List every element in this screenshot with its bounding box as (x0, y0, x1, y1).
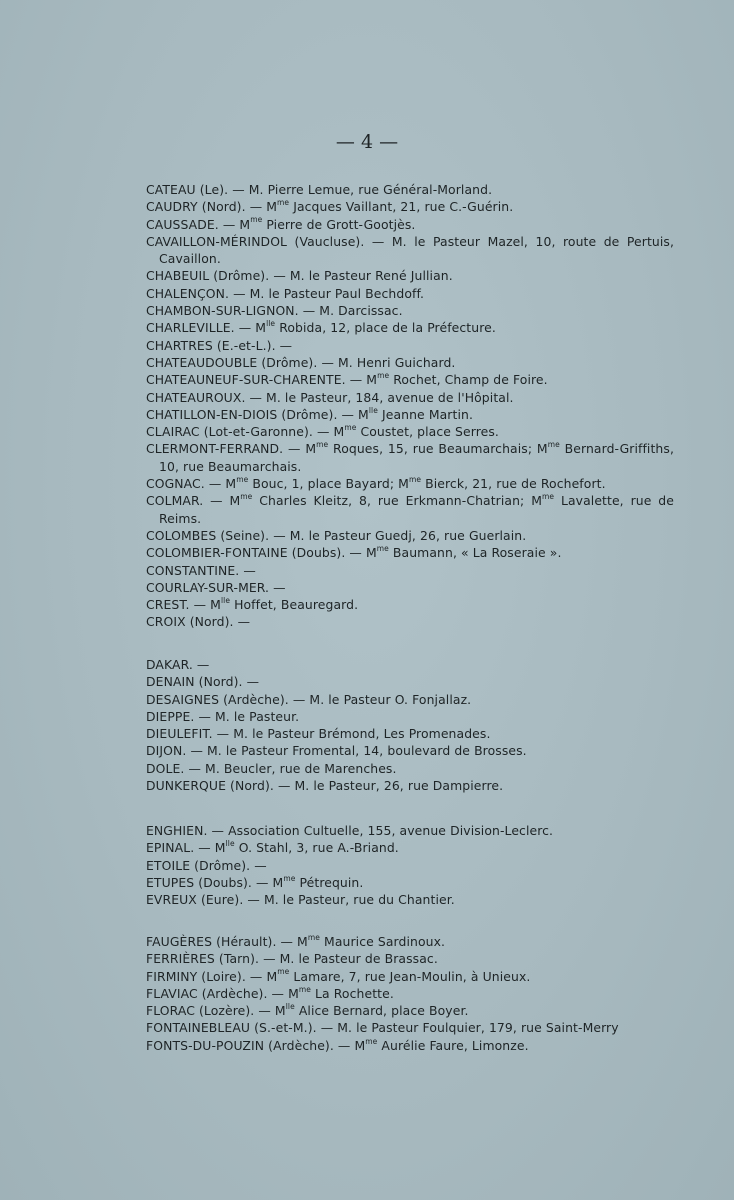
entry-text: La Rochette. (311, 985, 394, 1001)
directory-entry (146, 656, 674, 673)
entry-text: FONTS-DU-POUZIN (Ardèche). — M (146, 1037, 366, 1053)
directory-entry (146, 1002, 674, 1019)
entry-text: Aurélie Faure, Limonze. (377, 1037, 529, 1053)
directory-entry (146, 822, 674, 839)
entry-text: Pierre de Grott-Gootjès. (262, 216, 416, 232)
entry-text: CLAIRAC (Lot-et-Garonne). — M (146, 424, 345, 440)
entry-text: COGNAC. — M (146, 476, 237, 492)
entry-text: CATEAU (Le). — M. Pierre Lemue, rue Général-Morland. (146, 182, 493, 197)
title-abbrev-superscript: me (344, 423, 357, 433)
directory-entry (146, 562, 674, 579)
entry-text: COLMAR. — M (146, 493, 241, 509)
entry-text: DENAIN (Nord). — (146, 674, 260, 690)
title-abbrev-superscript: me (277, 967, 290, 977)
entry-text: CAUSSADE. — M (146, 216, 251, 232)
directory-entry (146, 216, 674, 233)
directory-entry (146, 406, 674, 423)
directory-entry (146, 389, 674, 406)
entry-text: DAKAR. — (146, 657, 210, 672)
entry-text: FONTAINEBLEAU (S.-et-M.). — M. le Pasteur Foulquier, 179, rue Saint-Merry (146, 1020, 619, 1036)
directory-entry (146, 285, 674, 302)
directory-entry (146, 985, 674, 1002)
title-abbrev-superscript: me (365, 1036, 378, 1046)
section-f (146, 933, 674, 1054)
directory-entry (146, 198, 674, 215)
directory-entry (146, 874, 674, 891)
entry-text: Hoffet, Beauregard. (230, 597, 359, 613)
entry-text: COURLAY-SUR-MER. — (146, 579, 286, 595)
directory-entry (146, 596, 674, 613)
section-c (146, 181, 674, 631)
entry-text: FLORAC (Lozère). — M (146, 1003, 286, 1019)
title-abbrev-superscript: me (408, 474, 422, 484)
section-e (146, 822, 674, 908)
title-abbrev-superscript: me (240, 492, 253, 502)
directory-entry (146, 181, 674, 198)
directory-entry (146, 857, 674, 874)
directory-entry (146, 544, 674, 561)
entry-text: Alice Bernard, place Boyer. (294, 1003, 469, 1019)
directory-entry (146, 742, 674, 759)
entry-text: CHATEAUNEUF-SUR-CHARENTE. — M (146, 372, 378, 388)
entry-text: Lamare, 7, rue Jean-Moulin, à Unieux. (289, 968, 531, 984)
entry-text: ETOILE (Drôme). — (146, 857, 267, 873)
entry-text: Jeanne Martin. (377, 406, 473, 422)
entry-text: Pétrequin. (295, 874, 364, 890)
entry-text: DIEULEFIT. — M. le Pasteur Brémond, Les Promenades. (146, 726, 491, 742)
directory-entry (146, 708, 674, 725)
title-abbrev-superscript: lle (220, 596, 231, 605)
title-abbrev-superscript: me (316, 440, 329, 450)
entry-text: CHAMBON-SUR-LIGNON. — M. Darcissac. (146, 303, 403, 319)
directory-entry (146, 233, 674, 268)
entry-text: ETUPES (Doubs). — M (146, 874, 284, 890)
entry-text: EVREUX (Eure). — M. le Pasteur, rue du Chantier. (146, 892, 455, 908)
entry-text: Maurice Sardinoux. (319, 934, 446, 949)
entry-text: DIEPPE. — M. le Pasteur. (146, 708, 300, 724)
directory-entry (146, 933, 674, 950)
entry-text: Robida, 12, place de la Préfecture. (275, 320, 496, 336)
title-abbrev-superscript: me (277, 198, 290, 208)
directory-entry (146, 760, 674, 777)
directory-entry (146, 839, 674, 856)
title-abbrev-superscript: me (250, 215, 263, 225)
title-abbrev-superscript: me (547, 440, 560, 450)
title-abbrev-superscript: me (298, 984, 311, 994)
entry-text: EPINAL. — M (146, 840, 226, 856)
directory-entry (146, 440, 674, 475)
title-abbrev-superscript: me (236, 474, 249, 484)
entry-text: Rochet, Champ de Foire. (389, 372, 548, 388)
title-abbrev-superscript: lle (368, 405, 378, 415)
directory-entry (146, 1037, 674, 1054)
entry-text: Bernard-Griffiths, 10, rue Beaumarchais. (159, 441, 674, 474)
entry-text: CHATILLON-EN-DIOIS (Drôme). — M (146, 406, 369, 422)
directory-entry (146, 423, 674, 440)
entry-text: COLOMBIER-FONTAINE (Doubs). — M (146, 545, 377, 561)
entry-text: DIJON. — M. le Pasteur Fromental, 14, boulevard de Brosses. (146, 743, 527, 759)
directory-entry (146, 725, 674, 742)
directory-entry (146, 302, 674, 319)
title-abbrev-superscript: me (541, 492, 555, 502)
directory-entry (146, 777, 674, 794)
entry-text: Baumann, « La Roseraie ». (388, 545, 562, 561)
entry-text: CHATEAUROUX. — M. le Pasteur, 184, avenue de l'Hôpital. (146, 389, 514, 405)
entry-text: CHARLEVILLE. — M (146, 320, 267, 336)
directory-entry (146, 527, 674, 544)
directory-entry (146, 337, 674, 354)
directory-entry (146, 319, 674, 336)
entry-text: Bierck, 21, rue de Rochefort. (421, 476, 606, 492)
entry-text: DUNKERQUE (Nord). — M. le Pasteur, 26, rue Dampierre. (146, 778, 504, 794)
entry-text: Jacques Vaillant, 21, rue C.-Guérin. (289, 199, 514, 215)
title-abbrev-superscript: lle (225, 839, 235, 849)
page-number: — 4 — (335, 131, 399, 153)
entry-text: CAVAILLON-MÉRINDOL (Vaucluse). — M. le Pasteur Mazel, 10, route de Pertuis, Cavaillon. (146, 233, 674, 267)
title-abbrev-superscript: me (283, 873, 296, 883)
entry-text: DESAIGNES (Ardèche). — M. le Pasteur O. Fonjallaz. (146, 691, 472, 707)
directory-entry (146, 579, 674, 596)
title-abbrev-superscript: me (307, 932, 320, 942)
directory-entry (146, 492, 674, 527)
directory-entry (146, 613, 674, 630)
entry-text: DOLE. — M. Beucler, rue de Marenches. (146, 760, 397, 776)
entry-text: CROIX (Nord). — (146, 614, 251, 630)
title-abbrev-superscript: me (376, 544, 389, 554)
entry-text: ENGHIEN. — Association Cultuelle, 155, avenue Division-Leclerc. (146, 823, 554, 838)
entry-text: FAUGÈRES (Hérault). — M (146, 934, 308, 949)
directory-entry (146, 950, 674, 967)
entry-text: FLAVIAC (Ardèche). — M (146, 985, 299, 1001)
directory-entry (146, 691, 674, 708)
directory-entry (146, 354, 674, 371)
entry-text: Roques, 15, rue Beaumarchais; M (328, 441, 548, 457)
title-abbrev-superscript: me (377, 371, 390, 381)
entry-text: FIRMINY (Loire). — M (146, 968, 278, 984)
entry-text: O. Stahl, 3, rue A.-Briand. (234, 840, 399, 856)
directory-entry (146, 371, 674, 388)
entry-text: CHABEUIL (Drôme). — M. le Pasteur René Jullian. (146, 268, 453, 284)
entry-text: COLOMBES (Seine). — M. le Pasteur Guedj, 26, rue Guerlain. (146, 527, 527, 543)
entry-text: CONSTANTINE. — (146, 562, 256, 578)
directory-entry (146, 1019, 674, 1036)
section-d (146, 656, 674, 794)
entry-text: Charles Kleitz, 8, rue Erkmann-Chatrian; M (252, 493, 542, 509)
directory-entry (146, 673, 674, 690)
entry-text: Coustet, place Serres. (356, 424, 499, 440)
directory-entry (146, 968, 674, 985)
entry-text: CHALENÇON. — M. le Pasteur Paul Bechdoff. (146, 285, 425, 301)
directory-entry (146, 267, 674, 284)
entry-text: CHATEAUDOUBLE (Drôme). — M. Henri Guichard. (146, 354, 456, 370)
entry-text: Bouc, 1, place Bayard; M (248, 476, 409, 492)
title-abbrev-superscript: lle (285, 1002, 295, 1012)
entry-text: CLERMONT-FERRAND. — M (146, 441, 317, 457)
title-abbrev-superscript: lle (266, 319, 276, 329)
entry-text: FERRIÈRES (Tarn). — M. le Pasteur de Brassac. (146, 951, 438, 967)
directory-entry (146, 891, 674, 908)
entry-text: CREST. — M (146, 597, 221, 613)
entry-text: CAUDRY (Nord). — M (146, 199, 278, 215)
entry-text: Lavalette, rue de Reims. (159, 493, 674, 526)
directory-entry (146, 475, 674, 492)
entry-text: CHARTRES (E.-et-L.). — (146, 337, 293, 353)
